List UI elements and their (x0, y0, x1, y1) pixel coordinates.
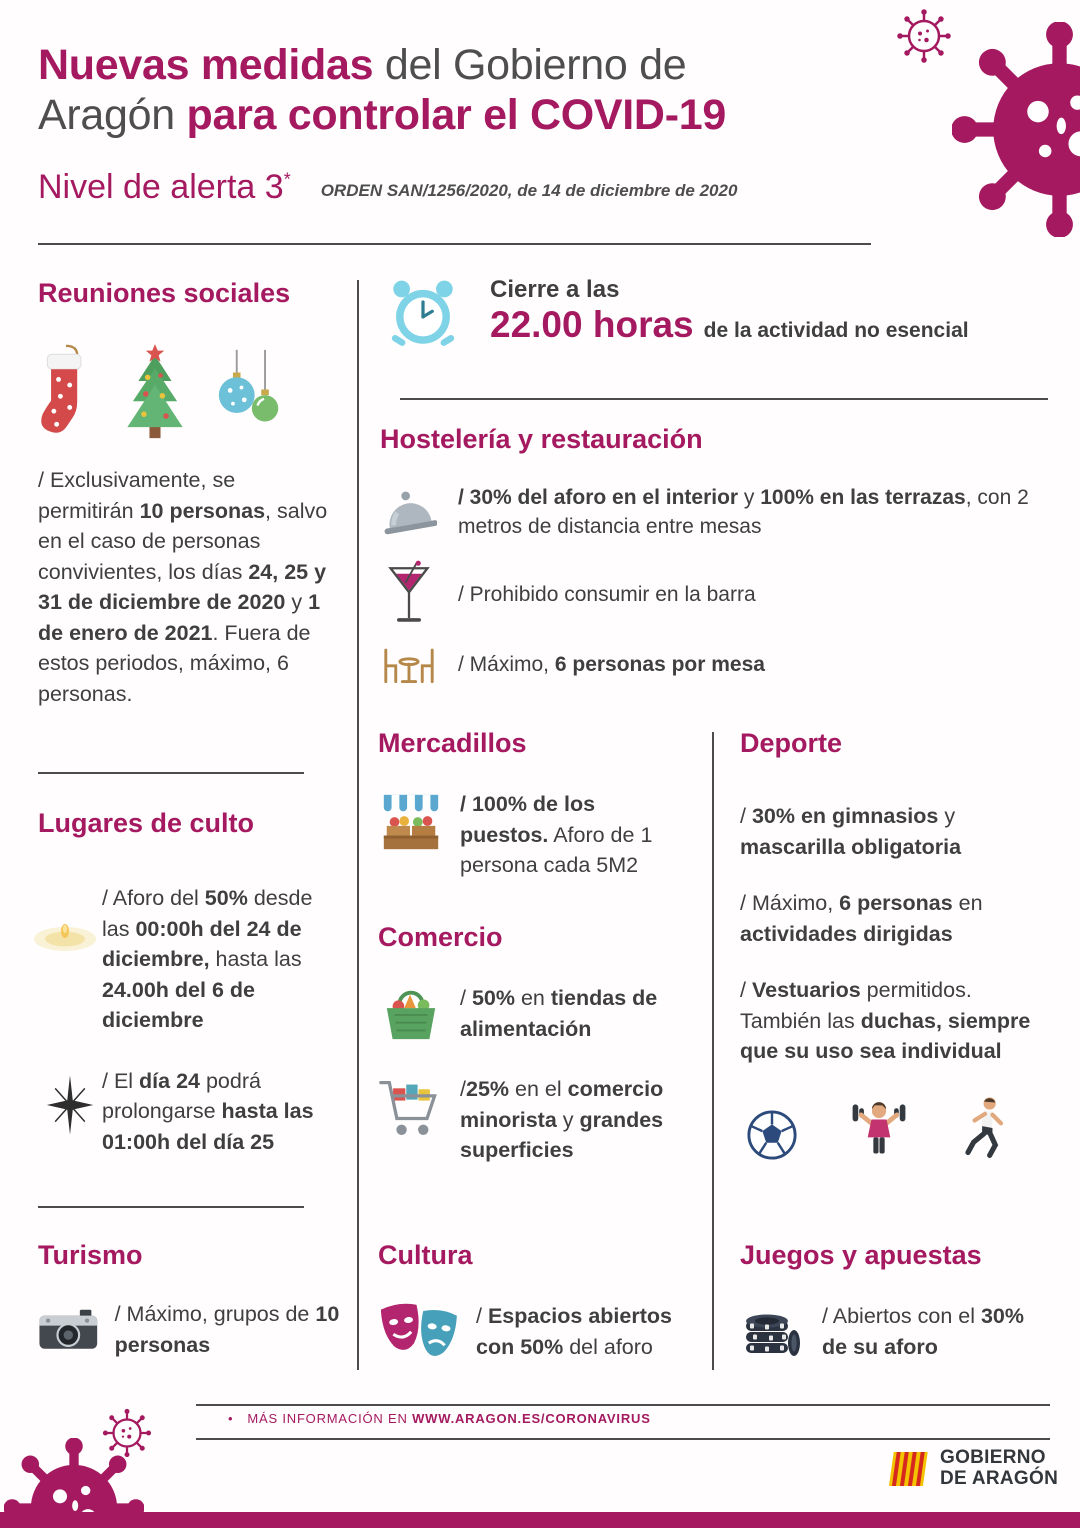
sport-icons-row (746, 1095, 1008, 1161)
section-hosteleria (380, 424, 1052, 690)
candle-glow-icon (32, 909, 98, 959)
alert-level: Nivel de alerta 3* (38, 168, 291, 206)
closure-text (490, 276, 969, 346)
hosteleria-title: Hostelería y restauración (380, 424, 703, 454)
reuniones-text: / Exclusivamente, se permitirán 10 personas, salvo en el caso de personas convivientes, los días 24, 25 y 31 de diciembre de 2020 y 1 de enero de 2021. Fuera de estos periodos, máximo, 6 personas. (38, 468, 328, 706)
vertical-divider-left (357, 280, 359, 1370)
cultura-text: / Espacios abiertos con 50% del aforo (476, 1304, 672, 1359)
hosteleria-mesa-text: / Máximo, 6 personas por mesa (458, 653, 765, 677)
deporte-vestuarios-text: / Vestuarios permitidos. También las duchas, siempre que su uso sea individual (740, 978, 1031, 1064)
section-turismo (38, 1240, 350, 1360)
reuniones-title: Reuniones sociales (38, 278, 291, 308)
juegos-row (740, 1301, 1052, 1363)
header-rule (38, 243, 871, 245)
stocking-icon (38, 341, 94, 445)
culto-item-aforo (38, 883, 340, 1036)
culto-title: Lugares de culto (38, 808, 255, 838)
bottom-bar (0, 1512, 1080, 1528)
section-cultura (378, 1240, 694, 1365)
market-stall-icon (380, 789, 442, 855)
virus-icon (952, 22, 1080, 237)
ornaments-icon (216, 349, 282, 445)
closure-suffix: de la actividad no esencial (703, 319, 969, 342)
poker-chips-icon (744, 1301, 802, 1363)
section-lugares-de-culto (38, 808, 340, 1157)
footer-info: • MÁS INFORMACIÓN EN WWW.ARAGON.ES/CORONAVIRUS (228, 1411, 651, 1426)
runner-icon (960, 1095, 1008, 1161)
footer-rule-top (196, 1404, 1050, 1406)
culto-icon-cell (38, 1066, 102, 1158)
hosteleria-item-mesa (380, 640, 1052, 690)
virus-outline-icon (894, 6, 954, 66)
mercadillos-title: Mercadillos (378, 728, 527, 758)
order-reference: ORDEN SAN/1256/2020, de 14 de diciembre de 2020 (320, 181, 738, 200)
comercio-item-minorista (378, 1074, 680, 1166)
hosteleria-item-aforo (380, 483, 1052, 542)
mercadillos-row (378, 789, 680, 881)
soccer-ball-icon (746, 1109, 798, 1161)
page-title: Nuevas medidas del Gobierno de Aragón para controlar el COVID-19 (38, 41, 726, 139)
comercio-title: Comercio (378, 922, 503, 952)
gobierno-aragon-logo (884, 1448, 1058, 1490)
grocery-basket-icon (381, 983, 441, 1043)
shopping-cart-icon (378, 1074, 444, 1146)
alarm-clock-icon (384, 276, 462, 354)
cocktail-icon (385, 560, 433, 630)
section-divider (38, 772, 304, 774)
sparkle-star-icon (45, 1074, 95, 1136)
comercio-minorista-text: /25% en el comercio minorista y grandes superficies (460, 1077, 664, 1163)
weightlifter-icon (850, 1095, 908, 1161)
logo-text: GOBIERNO DE ARAGÓN (940, 1447, 1059, 1489)
turismo-text: / Máximo, grupos de 10 personas (114, 1302, 340, 1357)
bullet: • (228, 1411, 234, 1426)
closure-rule (400, 398, 1048, 400)
vertical-divider-middle (712, 732, 714, 1370)
closure-banner (384, 276, 1049, 354)
deporte-actividades-text: / Máximo, 6 personas en actividades dirigidas (740, 891, 983, 946)
section-comercio (378, 922, 680, 1166)
comercio-alimentacion-text: / 50% en tiendas de alimentación (460, 986, 658, 1041)
closure-intro: Cierre a las (490, 276, 620, 303)
deporte-gimnasios-text: / 30% en gimnasios y mascarilla obligatoria (740, 804, 962, 859)
camera-icon (38, 1300, 99, 1360)
alert-level-row (38, 170, 737, 204)
section-reuniones-sociales (38, 278, 334, 709)
aragon-flag-icon (884, 1450, 930, 1488)
culto-dia24-text: / El día 24 podrá prolongarse hasta las 01:00h del día 25 (102, 1068, 314, 1154)
closure-time: 22.00 horas (490, 304, 694, 345)
christmas-tree-icon (120, 341, 190, 445)
hosteleria-barra-text: / Prohibido consumir en la barra (458, 583, 756, 607)
footer-rule-bottom (196, 1438, 1050, 1440)
culto-aforo-text: / Aforo del 50% desde las 00:00h del 24 de diciembre, hasta las 24.00h del 6 de diciembre (102, 886, 313, 1033)
hosteleria-aforo-text: / 30% del aforo en el interior y 100% en las terrazas, con 2 metros de distancia entre mesas (458, 486, 1029, 539)
section-deporte (740, 728, 1046, 1161)
christmas-icons-row (38, 333, 334, 445)
section-juegos-apuestas (740, 1240, 1052, 1363)
juegos-text: / Abiertos con el 30% de su aforo (822, 1304, 1024, 1359)
culto-icon-cell (38, 883, 102, 1036)
section-mercadillos (378, 728, 680, 881)
mercadillos-text: / 100% de los puestos. Aforo de 1 persona cada 5M2 (460, 792, 653, 878)
turismo-row (38, 1299, 350, 1360)
cloche-icon (381, 486, 437, 538)
comercio-item-alimentacion (378, 983, 680, 1044)
table-and-chairs-icon (380, 640, 438, 690)
footer-url: WWW.ARAGON.ES/CORONAVIRUS (412, 1411, 651, 1426)
section-divider (38, 1206, 304, 1208)
juegos-title: Juegos y apuestas (740, 1240, 982, 1270)
turismo-title: Turismo (38, 1240, 143, 1270)
deporte-title: Deporte (740, 728, 843, 758)
theater-masks-icon (380, 1301, 458, 1365)
hosteleria-item-barra (380, 560, 1052, 630)
cultura-row (378, 1301, 694, 1365)
cultura-title: Cultura (378, 1240, 473, 1270)
culto-item-dia24 (38, 1066, 340, 1158)
